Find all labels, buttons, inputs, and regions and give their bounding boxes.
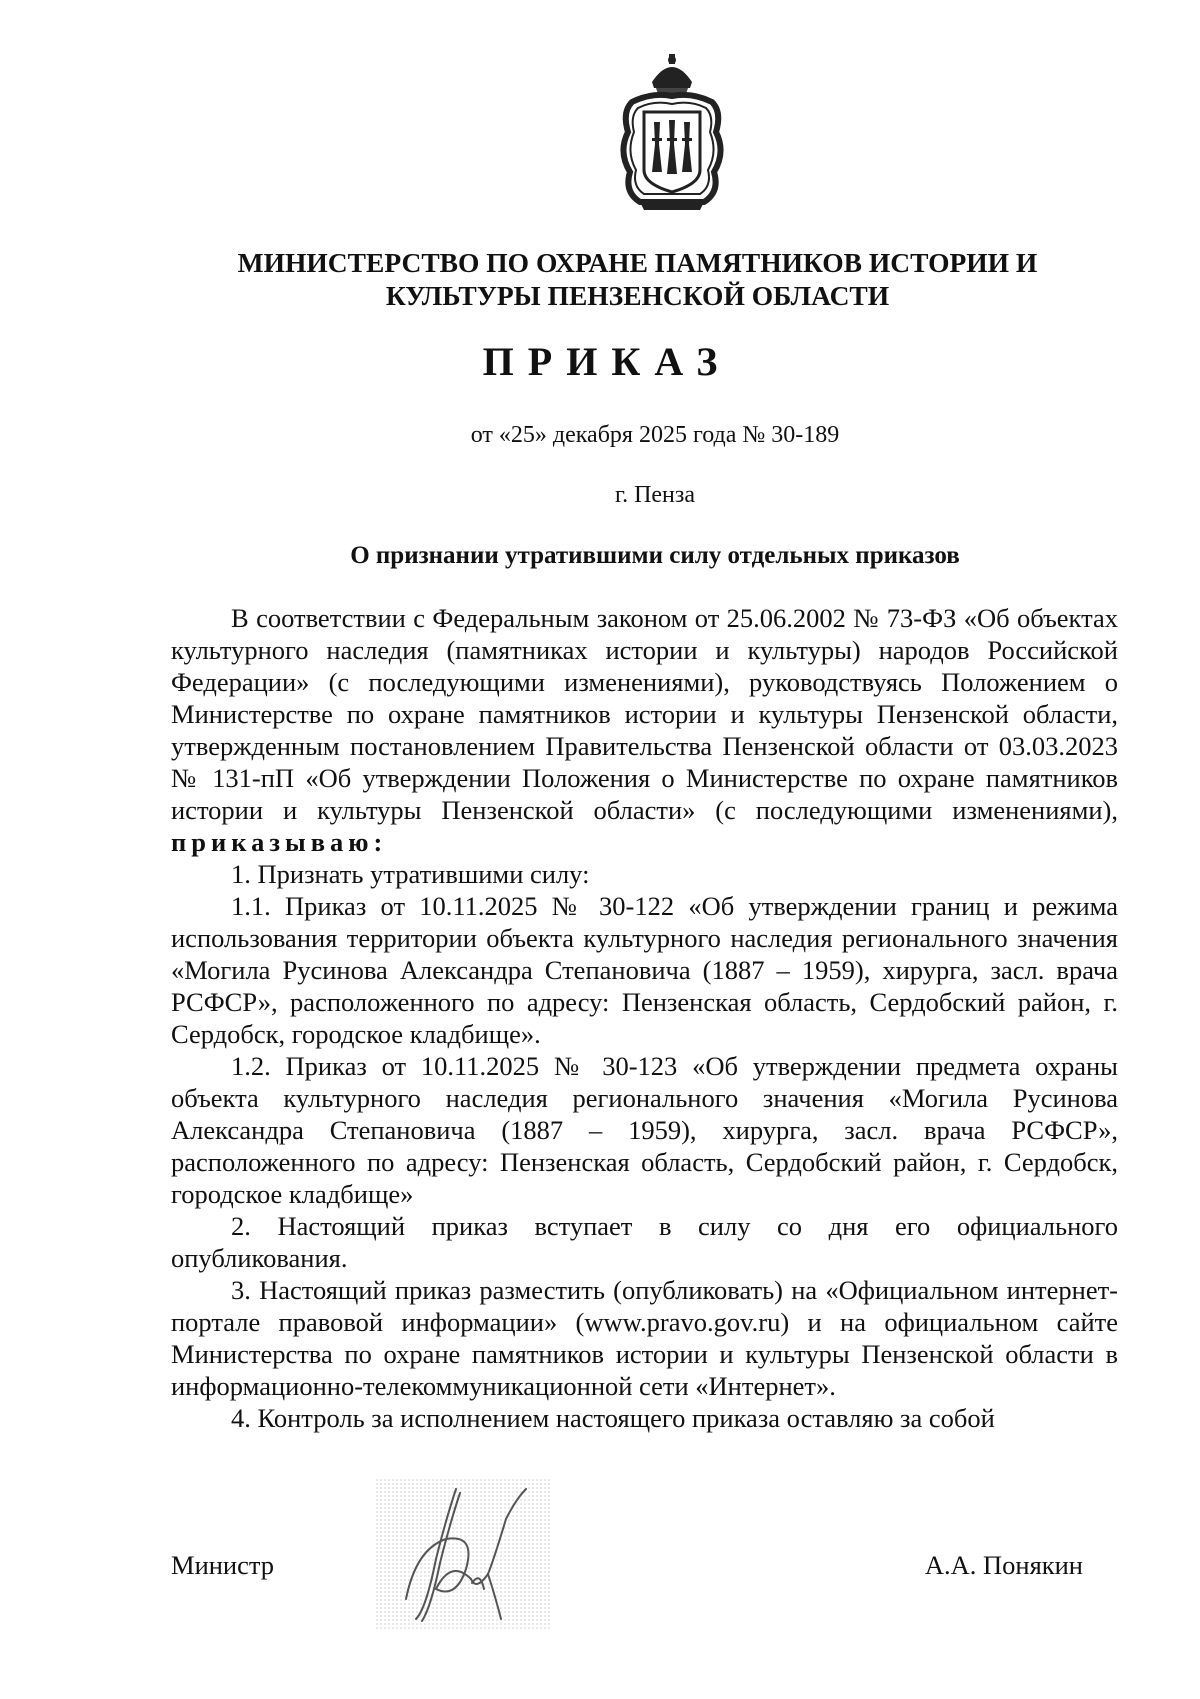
- handwritten-signature-icon: [376, 1479, 551, 1629]
- order-keyword: приказываю:: [171, 827, 388, 857]
- ministry-name-line2: КУЛЬТУРЫ ПЕНЗЕНСКОЙ ОБЛАСТИ: [385, 280, 890, 311]
- item-1: 1. Признать утратившими силу:: [231, 859, 590, 889]
- coat-of-arms-icon: [610, 52, 734, 212]
- order-body: [171, 602, 1118, 1434]
- item-4: 4. Контроль за исполнением настоящего приказа оставляю за собой: [231, 1403, 995, 1433]
- ministry-name-line1: МИНИСТЕРСТВО ПО ОХРАНЕ ПАМЯТНИКОВ ИСТОРИИ И: [237, 247, 1038, 278]
- item-1-2: 1.2. Приказ от 10.11.2025 № 30-123 «Об утверждении предмета охраны объекта культурного наследия регионального значения «Могила Русинова Александра Степановича (1887 – 1959), хирурга, засл. врача РСФСР», расположенного по адресу: Пензенская область, Сердобский район, г. Сердобск, городское кладбище»: [171, 1051, 1118, 1209]
- signatory-name: А.А. Понякин: [924, 1550, 1083, 1580]
- item-1-1: 1.1. Приказ от 10.11.2025 № 30-122 «Об утверждении границ и режима использования территории объекта культурного наследия регионального значения «Могила Русинова Александра Степановича (1887 – 1959), хирурга, засл. врача РСФСР», расположенного по адресу: Пензенская область, Сердобский район, г. Сердобск, городское кладбище».: [171, 891, 1118, 1049]
- signatory-role: Министр: [171, 1550, 275, 1580]
- order-subject: О признании утратившими силу отдельных приказов: [350, 542, 960, 569]
- signature-block: [171, 1489, 1118, 1629]
- order-city: г. Пенза: [614, 482, 696, 508]
- ministry-name: [170, 246, 1105, 312]
- item-3: 3. Настоящий приказ разместить (опубликовать) на «Официальном интернет-портале правовой информации» (www.pravo.gov.ru) и на официальном сайте Министерства по охране памятников истории и культуры Пензенской области в информационно-телекоммуникационной сети «Интернет».: [171, 1275, 1118, 1401]
- document-type-heading: ПРИКАЗ: [482, 339, 732, 384]
- preamble-paragraph: [171, 602, 1118, 858]
- order-date-number: от «25» декабря 2025 года № 30-189: [470, 422, 840, 448]
- item-2: 2. Настоящий приказ вступает в силу со дня его официального опубликования.: [171, 1211, 1118, 1273]
- preamble-text: В соответствии с Федеральным законом от 25.06.2002 № 73-ФЗ «Об объектах культурного наследия (памятниках истории и культуры) народов Российской Федерации» (с последующими изменениями), руководствуясь Положением о Министерстве по охране памятников истории и культуры Пензенской области, утвержденным постановлением Правительства Пензенской области от 03.03.2023 № 131-пП «Об утверждении Положения о Министерстве по охране памятников истории и культуры Пензенской области» (с последующими изменениями),: [171, 603, 1118, 825]
